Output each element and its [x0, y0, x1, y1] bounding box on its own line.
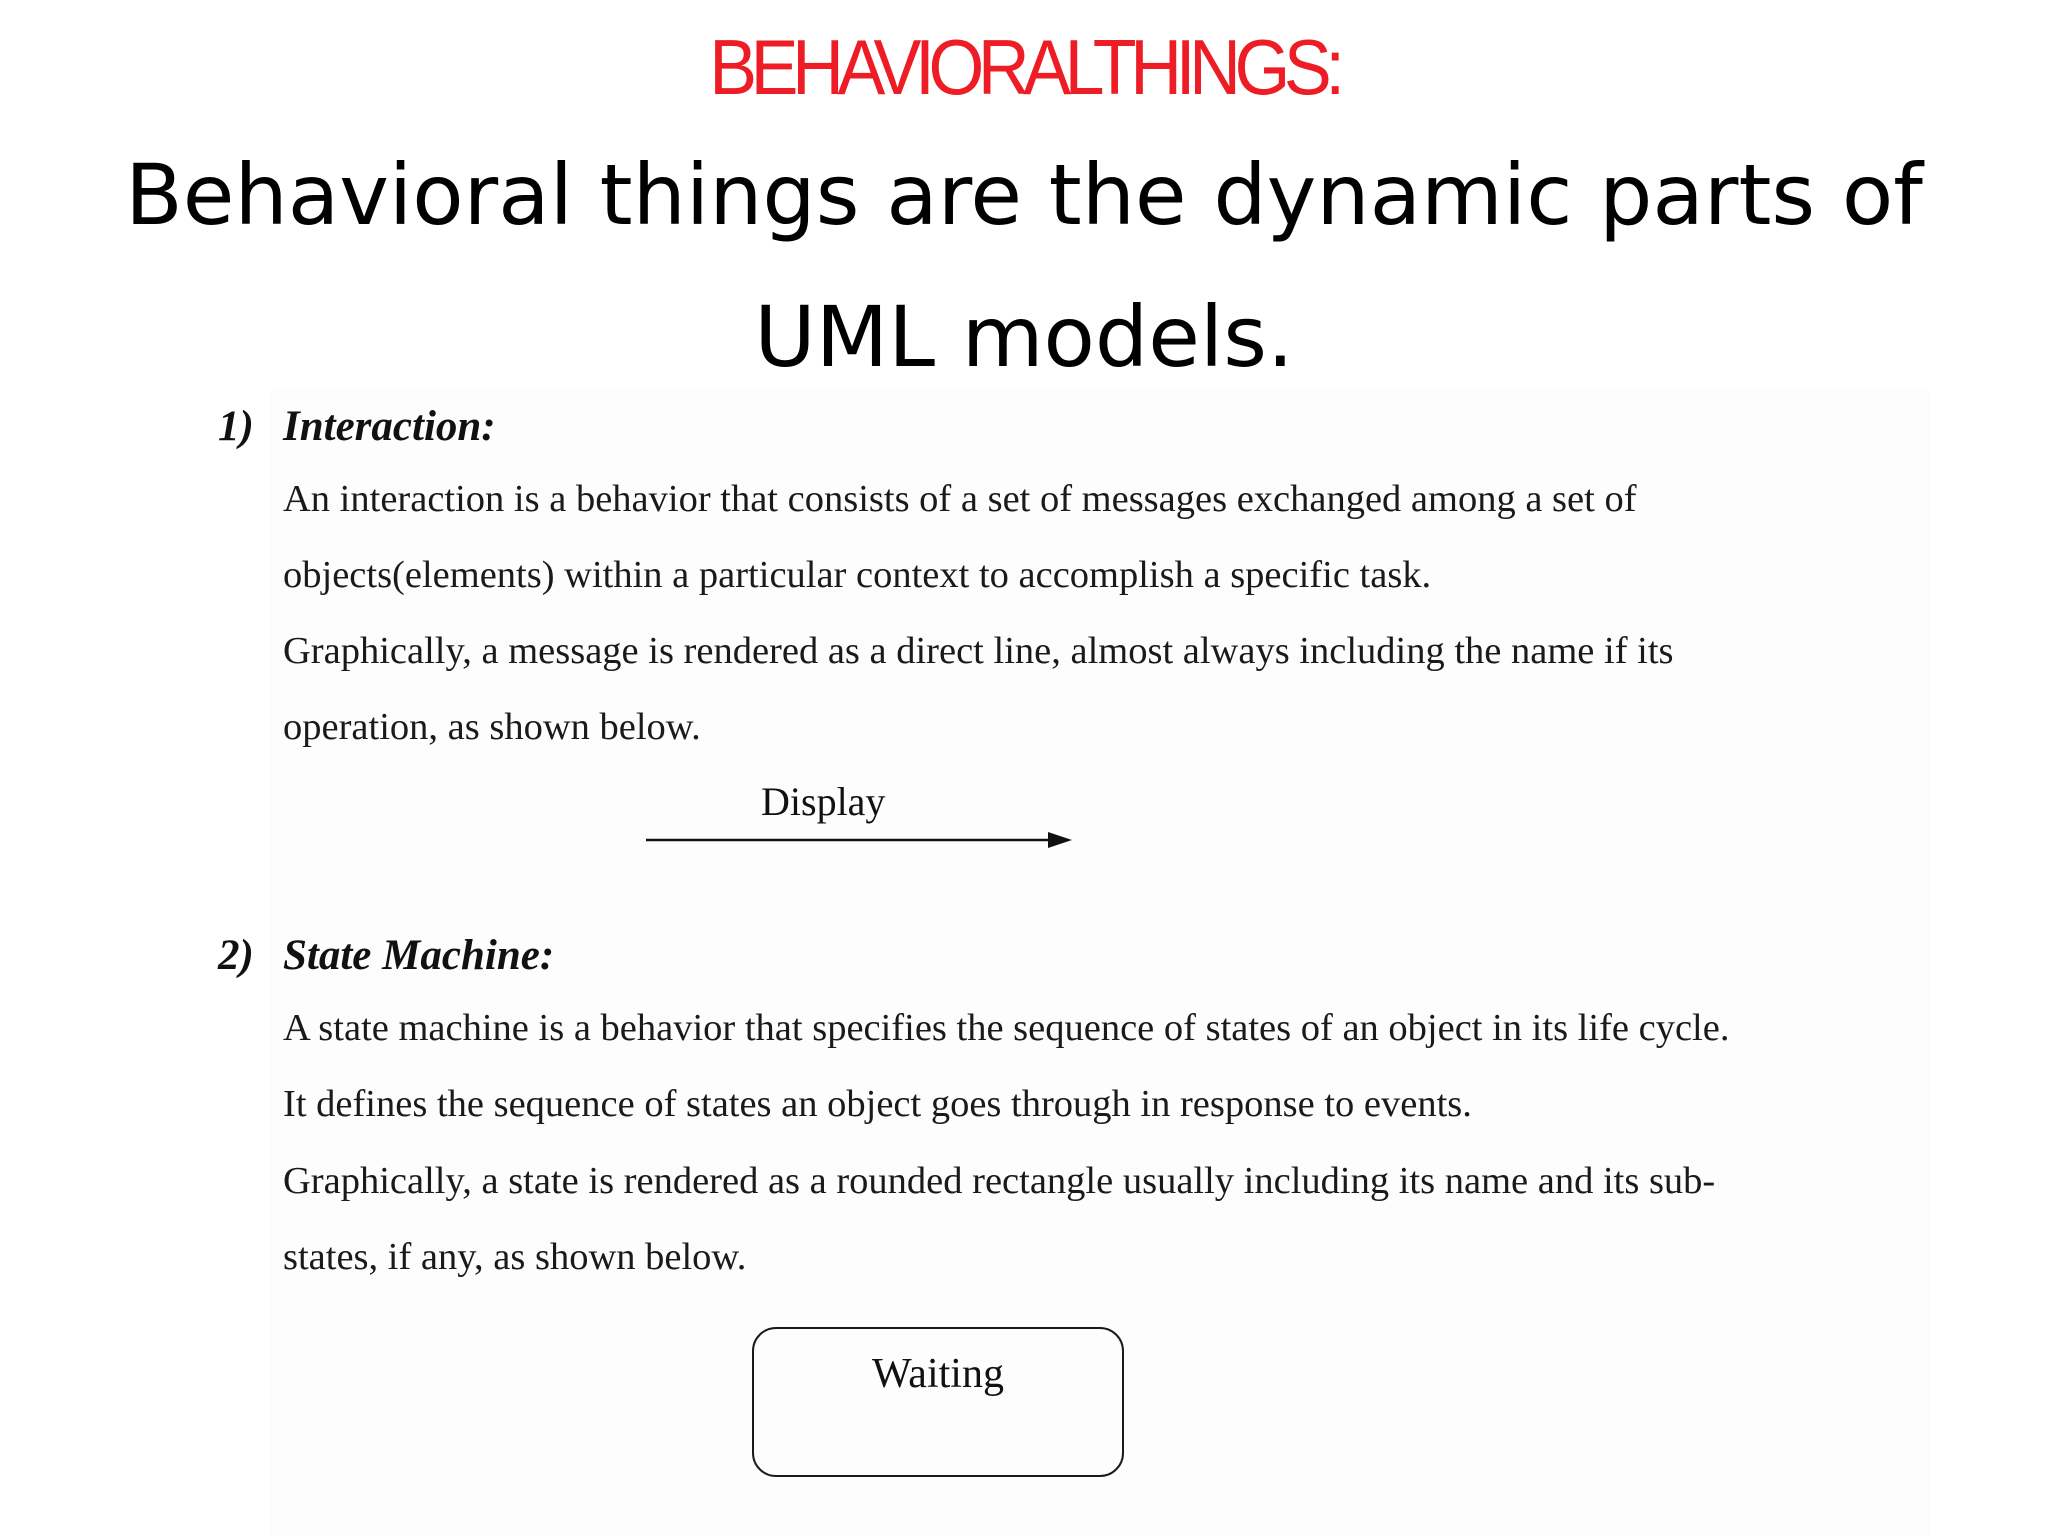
state-machine-line-3: Graphically, a state is rendered as a rounded rectangle usually including its name and its sub-	[283, 1160, 1716, 1202]
subtitle-line-2: UML models.	[754, 288, 1294, 386]
slide-subtitle	[0, 124, 2048, 408]
message-arrow-icon	[644, 826, 1074, 854]
section-number: 1)	[218, 403, 254, 450]
message-label: Display	[761, 779, 886, 824]
slide-title: BEHAVIORALTHINGS:	[709, 23, 1339, 111]
state-name: Waiting	[872, 1351, 1004, 1397]
subtitle-line-1: Behavioral things are the dynamic parts of	[125, 146, 1923, 244]
interaction-line-4: operation, as shown below.	[283, 706, 701, 748]
state-rounded-rectangle	[752, 1327, 1124, 1477]
section-title: State Machine:	[283, 932, 555, 979]
state-machine-line-1: A state machine is a behavior that specifies the sequence of states of an object in its life cycle.	[283, 1007, 1730, 1049]
state-machine-line-4: states, if any, as shown below.	[283, 1236, 747, 1278]
interaction-line-1: An interaction is a behavior that consists of a set of messages exchanged among a set of	[283, 478, 1637, 520]
section-number: 2)	[218, 932, 254, 979]
section-title: Interaction:	[283, 403, 496, 450]
interaction-line-3: Graphically, a message is rendered as a direct line, almost always including the name if its	[283, 630, 1674, 672]
state-machine-line-2: It defines the sequence of states an object goes through in response to events.	[283, 1083, 1472, 1125]
interaction-line-2: objects(elements) within a particular context to accomplish a specific task.	[283, 554, 1432, 596]
